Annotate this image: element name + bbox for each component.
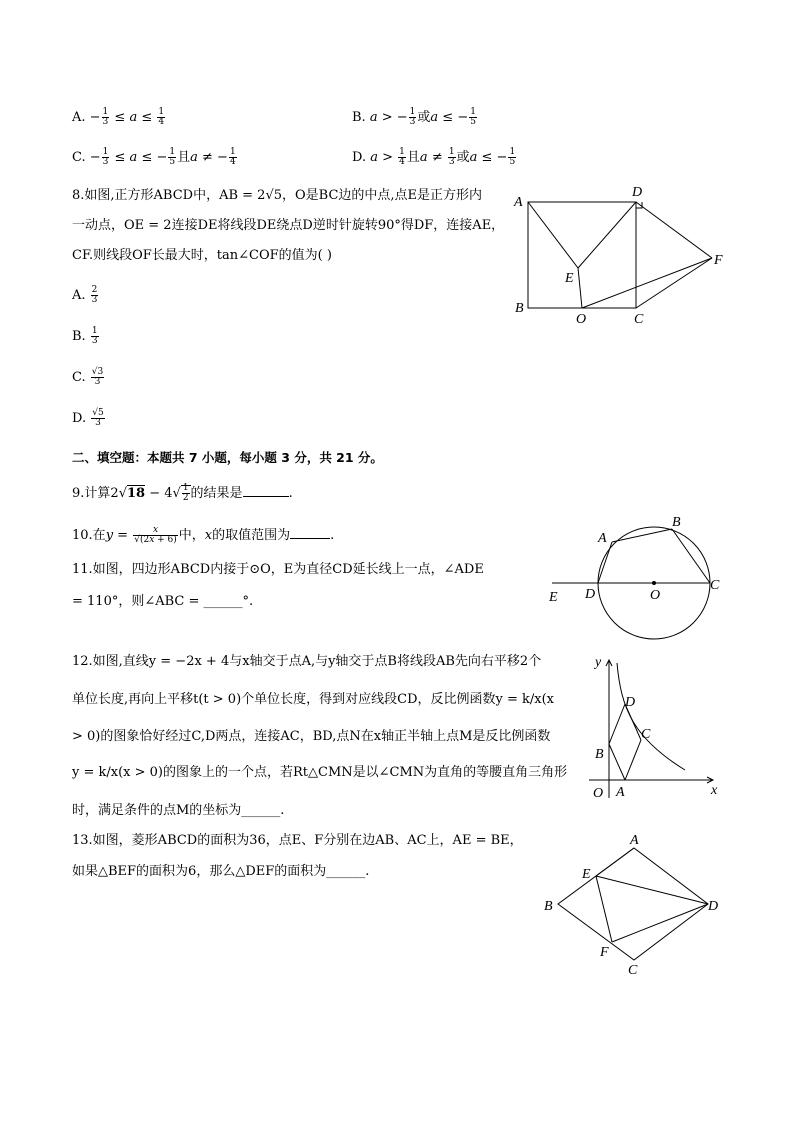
q8-line2: 一动点，OE = 2连接DE将线段DE绕点D逆时针旋转90°得DF，连接AE， <box>72 218 505 233</box>
q8-option-d: D. $\frac{√5}{3}$ <box>72 408 104 428</box>
q11-label-d: D <box>585 587 596 602</box>
q13-label-e: E <box>582 867 591 882</box>
q8-label-o: O <box>576 312 587 327</box>
q11-figure <box>540 510 740 642</box>
q8-line3: CF.则线段OF长最大时，tan∠COF的值为( ) <box>72 248 332 263</box>
q12-label-o: O <box>593 786 604 801</box>
q8-label-f: F <box>714 253 723 268</box>
q11-line2: = 110°，则∠ABC = ______°. <box>72 594 254 609</box>
q8-option-b: B. $\frac{1}{3}$ <box>72 326 98 346</box>
q12-label-b: B <box>595 747 604 762</box>
q13-label-c: C <box>628 963 638 978</box>
q8-line1: 8.如图,正方形ABCD中，AB = 2√5，O是BC边的中点,点E是正方形内 <box>72 188 483 203</box>
q11-label-a: A <box>598 531 607 546</box>
q12-line4: y = k/x(x > 0)的图象上的一个点，若Rt△CMN是以∠CMN为直角的等腰直角三角形 <box>72 765 568 780</box>
q11-label-e: E <box>549 590 558 605</box>
q13-label-b: B <box>544 899 553 914</box>
q12-label-a: A <box>616 785 625 800</box>
q10-text: 10.在y = $\frac{x}{√(2x + 6)}$ 中，x的取值范围为 . <box>72 525 335 545</box>
q7-option-a: A. − $\frac{1}{3}$ ≤ a ≤ $\frac{1}{4}$ <box>72 107 165 127</box>
q11-label-o: O <box>650 588 661 603</box>
section-heading: 二、填空题：本题共 7 小题，每小题 3 分，共 21 分。 <box>72 450 383 465</box>
q8-label-c: C <box>634 312 644 327</box>
q13-label-d: D <box>708 899 719 914</box>
q11-label-c: C <box>710 578 720 593</box>
q12-figure <box>585 648 725 803</box>
q8-label-a: A <box>514 195 523 210</box>
q12-line1: 12.如图,直线y = −2x + 4与x轴交于点A,与y轴交于点B将线段AB先向右平移2个 <box>72 654 542 669</box>
q7-option-b: B. a > − $\frac{1}{3}$ 或a ≤ − $\frac{1}{5}$ <box>352 107 476 127</box>
q13-label-a: A <box>630 833 639 848</box>
q7-option-d: D. a > $\frac{1}{4}$ 且a ≠ $\frac{1}{3}$ 或a ≤ − $\frac{1}{5}$ <box>352 147 516 167</box>
q7-option-c: C. − $\frac{1}{3}$ ≤ a ≤ − $\frac{1}{5}$ 且a ≠ − $\frac{1}{4}$ <box>72 147 236 167</box>
q12-label-x: x <box>711 783 718 798</box>
q12-line5: 时，满足条件的点M的坐标为______. <box>72 803 285 818</box>
q13-figure <box>540 830 730 980</box>
q8-label-e: E <box>565 271 574 286</box>
q13-line2: 如果△BEF的面积为6，那么△DEF的面积为______. <box>72 864 370 879</box>
q12-line3: > 0)的图象恰好经过C,D两点，连接AC，BD,点N在x轴正半轴上点M是反比例函数 <box>72 729 551 744</box>
q13-label-f: F <box>600 945 609 960</box>
q8-label-b: B <box>515 301 524 316</box>
q8-option-c: C. $\frac{√3}{3}$ <box>72 367 104 387</box>
q12-line2: 单位长度,再向上平移t(t > 0)个单位长度，得到对应线段CD，反比例函数y = k/x(x <box>72 692 555 707</box>
q12-label-d: D <box>625 695 636 710</box>
q11-label-b: B <box>672 515 681 530</box>
q8-label-d: D <box>632 185 643 200</box>
q8-figure <box>510 180 730 330</box>
q12-label-c: C <box>641 727 651 742</box>
q8-option-a: A. $\frac{2}{3}$ <box>72 285 98 305</box>
q11-line1: 11.如图，四边形ABCD内接于⊙O，E为直径CD延长线上一点，∠ADE <box>72 562 484 577</box>
q13-line1: 13.如图，菱形ABCD的面积为36，点E、F分别在边AB、AC上，AE = BE， <box>72 833 523 848</box>
q9-text: 9.计算2√18 − 4√ $\frac{1}{2}$ 的结果是 . <box>72 483 293 503</box>
q12-label-y: y <box>595 655 602 670</box>
